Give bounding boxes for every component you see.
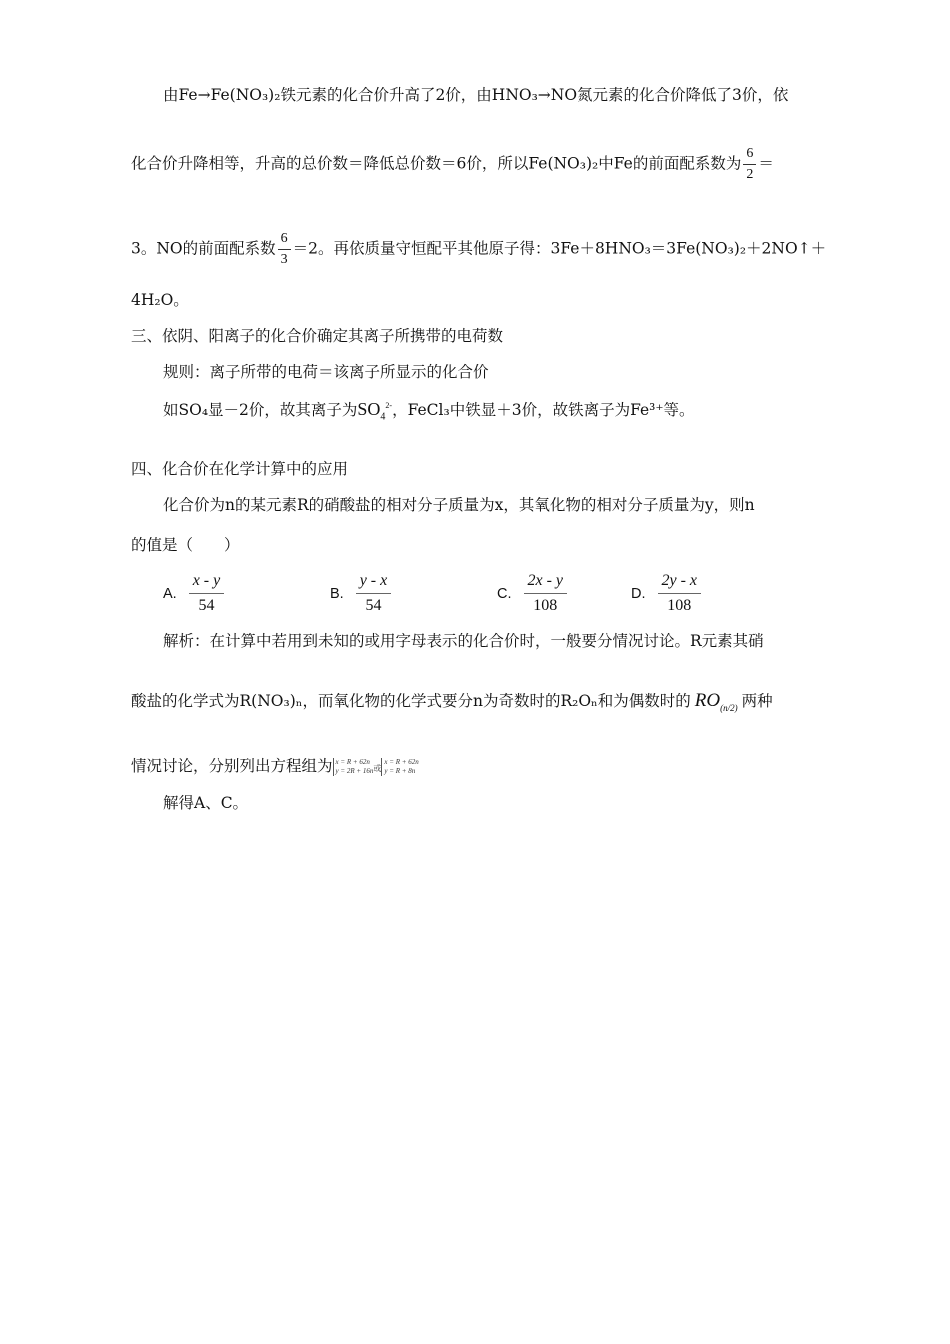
equation-system-2: x = R + 62n y = R + 8n — [381, 758, 418, 776]
paragraph-line: 3。NO的前面配系数 $\frac{6}{3}$ ＝2。再依质量守恒配平其他原子得：3Fe＋8HNO₃＝3Fe(NO₃)₂＋2NO↑＋ — [131, 231, 827, 267]
oxide-formula: $RO_{(n/2)}$ — [694, 690, 738, 713]
option-c-fraction: $\frac{2x - y}{108}$ — [524, 572, 568, 615]
question-line: 化合价为n的某元素R的硝酸盐的相对分子质量为x，其氧化物的相对分子质量为y，则n — [163, 496, 755, 514]
result-line: 解得A、C。 — [163, 794, 249, 812]
section-heading: 四、化合价在化学计算中的应用 — [131, 460, 349, 478]
paragraph-line: 由Fe→Fe(NO₃)₂铁元素的化合价升高了2价，由HNO₃→NO氮元素的化合价降低了3价，依 — [163, 86, 789, 104]
option-a-fraction: $\frac{x - y}{54}$ — [189, 572, 225, 615]
option-b-fraction: $\frac{y - x}{54}$ — [356, 572, 392, 615]
option-d[interactable]: D. $\frac{2y - x}{108}$ — [631, 572, 701, 615]
option-d-fraction: $\frac{2y - x}{108}$ — [658, 572, 702, 615]
example-line: 如SO₄显－2价，故其离子为$SO_4^{2-}$，FeCl₃中铁显＋3价，故铁离子为Fe³⁺等。 — [163, 399, 695, 423]
question-line: 的值是（ ） — [131, 536, 240, 554]
fraction-6-3: $\frac{6}{3}$ — [278, 231, 291, 268]
analysis-line: 酸盐的化学式为R(NO₃)ₙ，而氧化物的化学式要分n为奇数时的R₂Oₙ和为偶数时的 $RO_{(n/2)}$ 两种 — [131, 690, 773, 713]
paragraph-line: 4H₂O。 — [131, 291, 189, 309]
option-c[interactable]: C. $\frac{2x - y}{108}$ — [497, 572, 567, 615]
fraction-6-2: $\frac{6}{2}$ — [743, 146, 756, 183]
option-b[interactable]: B. $\frac{y - x}{54}$ — [330, 572, 391, 615]
sulfate-ion: $SO_4^{2-}$ — [357, 399, 393, 423]
section-heading: 三、依阴、阳离子的化合价确定其离子所携带的电荷数 — [131, 327, 504, 345]
analysis-line: 解析：在计算中若用到未知的或用字母表示的化合价时，一般要分情况讨论。R元素其硝 — [163, 632, 764, 650]
analysis-line: 情况讨论，分别列出方程组为 x = R + 62n y = 2R + 16n或x = R + 62n y = R + 8n — [131, 757, 419, 775]
paragraph-line: 化合价升降相等，升高的总价数＝降低总价数＝6价，所以Fe(NO₃)₂中Fe的前面配系数为 $\frac{6}{2}$ ＝ — [131, 146, 774, 182]
equation-system-1: x = R + 62n y = 2R + 16n — [333, 758, 374, 776]
rule-text: 规则：离子所带的电荷＝该离子所显示的化合价 — [163, 363, 489, 381]
option-a[interactable]: A. $\frac{x - y}{54}$ — [163, 572, 224, 615]
